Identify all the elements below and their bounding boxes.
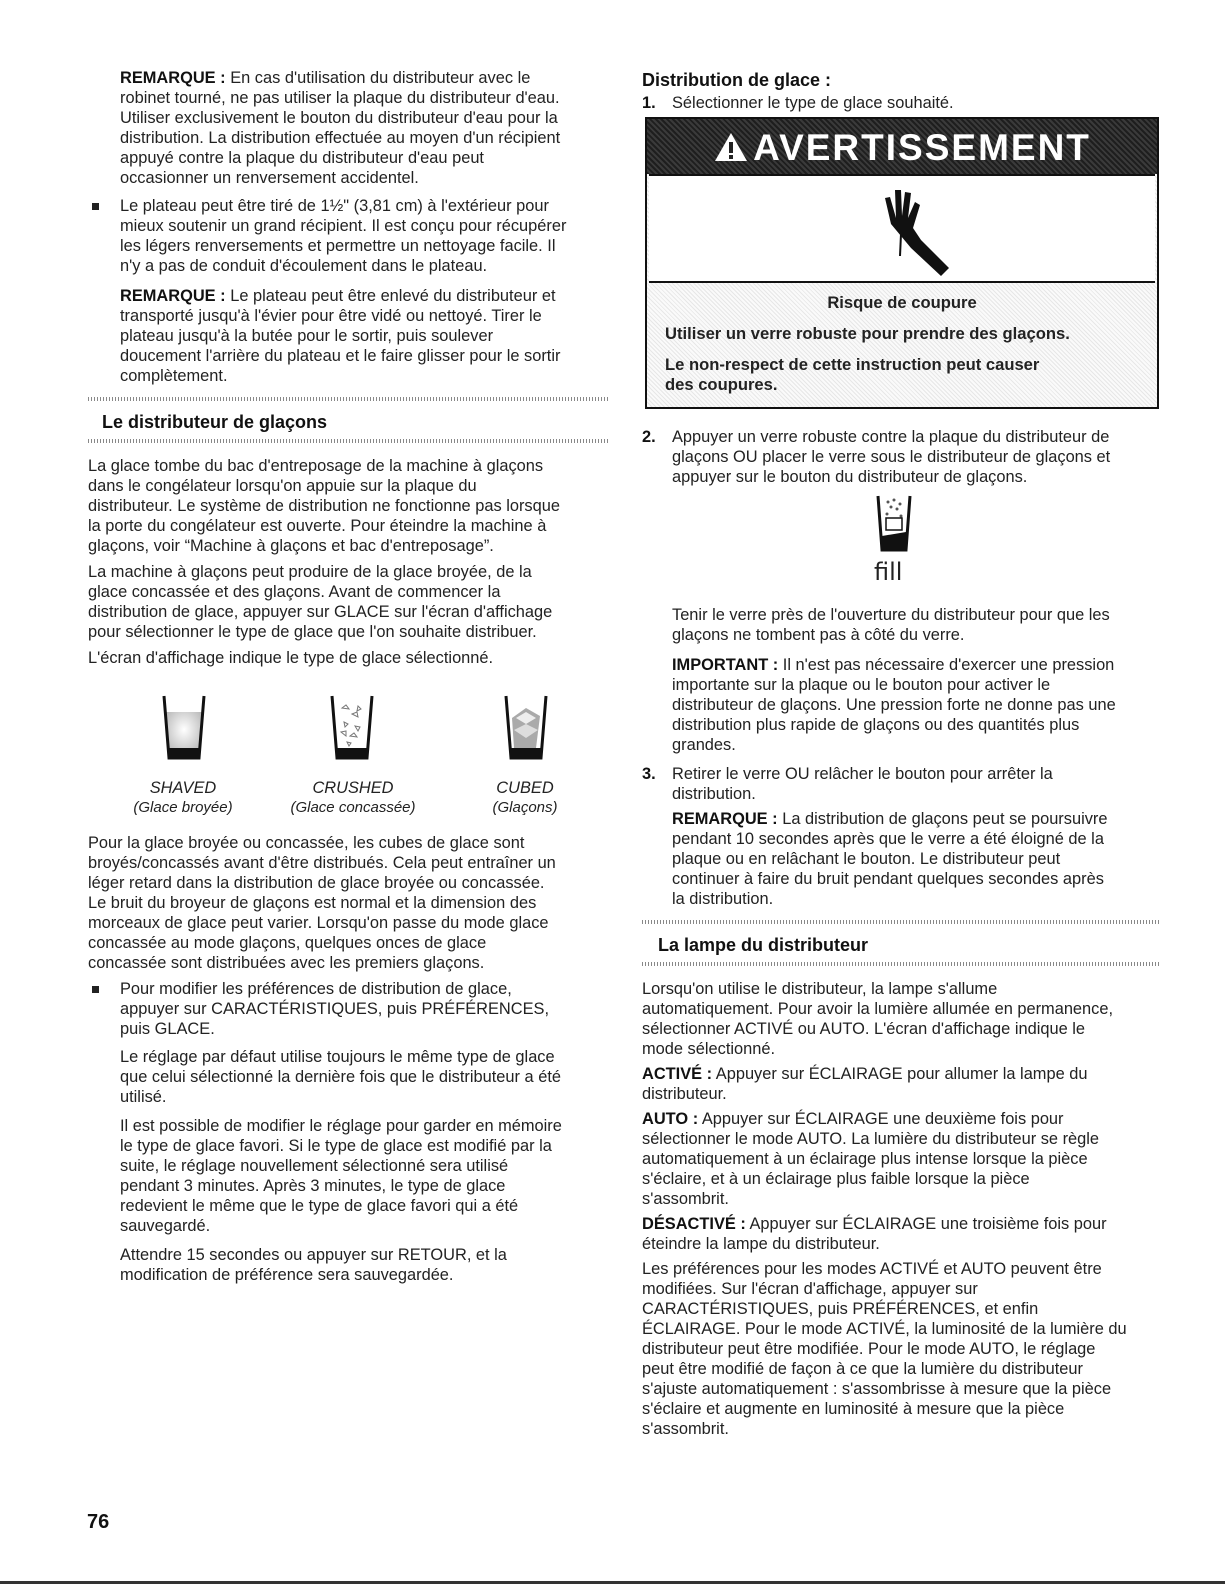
paragraph xyxy=(88,562,552,642)
text-line: glaçons OU placer le verre sous le distributeur de glaçons et xyxy=(672,448,1111,466)
paragraph xyxy=(88,833,556,973)
text-line: glaçons ne tombent pas à côté du verre. xyxy=(672,626,965,644)
text-line: la distribution. xyxy=(672,890,774,908)
text-line: Pour modifier les préférences de distribution de glace, xyxy=(120,980,512,998)
warning-banner-text: AVERTISSEMENT xyxy=(753,127,1091,168)
text-line: La machine à glaçons peut produire de la glace broyée, de la xyxy=(88,563,532,581)
text-line: plateau jusqu'à la butée pour le sortir, puis soulever xyxy=(120,327,494,345)
text-line: distribution de glace, appuyer sur GLACE sur l'écran d'affichage xyxy=(88,603,553,621)
step-number: 2. xyxy=(642,428,656,446)
warning-line xyxy=(665,355,1039,395)
text-line: modification de préférence sera sauvegardée. xyxy=(120,1266,454,1284)
warning-box xyxy=(645,117,1159,409)
bullet-icon xyxy=(92,203,99,210)
step-text: Sélectionner le type de glace souhaité. xyxy=(672,94,954,112)
text-line: Appuyer sur ÉCLAIRAGE pour allumer la lampe du xyxy=(715,1065,1088,1083)
text-line: CARACTÉRISTIQUES, puis PRÉFÉRENCES, et enfin xyxy=(642,1300,1039,1318)
remarque-block-3 xyxy=(672,809,1108,909)
cup-sub: (Glace broyée) xyxy=(133,799,233,816)
section-title: La lampe du distributeur xyxy=(658,935,869,955)
divider xyxy=(642,920,1160,924)
mode-desactive xyxy=(642,1214,1107,1254)
text-line: mode sélectionné. xyxy=(642,1040,776,1058)
step-number: 1. xyxy=(642,94,656,112)
paragraph xyxy=(642,979,1113,1059)
paragraph xyxy=(642,1259,1127,1439)
paragraph xyxy=(120,1116,562,1236)
text-line: Il n'est pas nécessaire d'exercer une pression xyxy=(782,656,1115,674)
step-number: 3. xyxy=(642,765,656,783)
remarque-block-2 xyxy=(120,286,560,386)
text-line: que celui sélectionné la dernière fois que le distributeur a été xyxy=(120,1068,562,1086)
text-line: Les préférences pour les modes ACTIVÉ et AUTO peuvent être xyxy=(642,1260,1102,1278)
important-label: IMPORTANT : xyxy=(672,656,779,674)
cup-name: CRUSHED xyxy=(312,779,394,797)
text-line: morceaux de glace peut varier. Lorsqu'on passe du mode glace xyxy=(88,914,549,932)
text-line: modifiées. Sur l'écran d'affichage, appuyer sur xyxy=(642,1280,978,1298)
warning-image-area xyxy=(649,174,1155,283)
text-line: s'ajuste automatiquement : s'assombrisse à mesure que la pièce xyxy=(642,1380,1112,1398)
text-line: puis GLACE. xyxy=(120,1020,215,1038)
text-line: transporté jusqu'à l'évier pour être vidé ou nettoyé. Tirer le xyxy=(120,307,542,325)
text-line: Tenir le verre près de l'ouverture du distributeur pour que les xyxy=(672,606,1110,624)
cup-sub: (Glaçons) xyxy=(492,799,558,816)
bullet-item xyxy=(120,196,566,276)
text-line: En cas d'utilisation du distributeur avec le xyxy=(230,69,531,87)
bullet-icon xyxy=(92,986,99,993)
fill-cup-icon xyxy=(876,494,912,552)
cut-hand-icon xyxy=(871,184,961,276)
text-line: distributeur de glaçons. Une pression forte ne donne pas une xyxy=(672,696,1116,714)
text-line: appuyer sur le bouton du distributeur de glaçons. xyxy=(672,468,1028,486)
text-line: Lorsqu'on utilise le distributeur, la lampe s'allume xyxy=(642,980,998,998)
text-line: pendant 10 secondes après que le verre a été éloigné de la xyxy=(672,830,1104,848)
text-line: Retirer le verre OU relâcher le bouton pour arrêter la xyxy=(672,765,1053,783)
text-line: robinet tourné, ne pas utiliser la plaque du distributeur d'eau. xyxy=(120,89,560,107)
warning-risk: Risque de coupure xyxy=(827,293,977,312)
text-line: dans le congélateur lorsqu'on appuie sur la plaque du xyxy=(88,477,477,495)
text-line: redevient le même que le type de glace favori qui a été xyxy=(120,1197,519,1215)
text-line: Appuyer sur ÉCLAIRAGE une troisième fois pour xyxy=(749,1215,1107,1233)
remarque-label: REMARQUE : xyxy=(672,810,778,828)
step-text xyxy=(672,427,1110,487)
text-line: s'assombrit. xyxy=(642,1420,729,1438)
text-line: les légers renversements et permettre un nettoyage facile. Il xyxy=(120,237,556,255)
important-block xyxy=(672,655,1116,755)
cup-sub: (Glace concassée) xyxy=(290,799,416,816)
step-text xyxy=(672,764,1053,804)
text-line: ÉCLAIRAGE. Pour le mode ACTIVÉ, la luminosité de la lumière du xyxy=(642,1320,1127,1338)
bullet-item xyxy=(120,979,549,1039)
page-number: 76 xyxy=(87,1511,110,1533)
divider xyxy=(88,397,608,401)
text-line: Le plateau peut être tiré de 1½" (3,81 cm) à l'extérieur pour xyxy=(120,197,549,215)
cup-name: SHAVED xyxy=(149,779,217,797)
remarque-block-1 xyxy=(120,68,560,188)
text-line: peut être modifié de façon à ce que la lumière du distributeur xyxy=(642,1360,1083,1378)
bottom-rule xyxy=(0,1581,1225,1584)
crushed-ice-cup-icon xyxy=(330,694,374,760)
shaved-ice-cup-icon xyxy=(162,694,206,760)
text-line: complètement. xyxy=(120,367,228,385)
text-line: distributeur. xyxy=(642,1085,727,1103)
text-line: Utiliser exclusivement le bouton du distributeur d'eau pour la xyxy=(120,109,558,127)
text-line: le type de glace favori. Si le type de glace est modifié par la xyxy=(120,1137,552,1155)
cup-label-shaved xyxy=(108,778,258,818)
text-line: Pour la glace broyée ou concassée, les cubes de glace sont xyxy=(88,834,525,852)
paragraph: L'écran d'affichage indique le type de glace sélectionné. xyxy=(88,649,494,667)
warning-line-part: Le non-respect de cette instruction peut causer xyxy=(665,355,1040,374)
warning-triangle-icon xyxy=(713,131,749,163)
text-line: la porte du congélateur est ouverte. Pour éteindre la machine à xyxy=(88,517,547,535)
text-line: distributeur peut être modifiée. Pour le mode AUTO, le réglage xyxy=(642,1340,1096,1358)
text-line: Appuyer un verre robuste contre la plaque du distributeur de xyxy=(672,428,1110,446)
cup-name: CUBED xyxy=(496,779,554,797)
text-line: distribution. xyxy=(672,785,756,803)
warning-line-part: des coupures. xyxy=(665,375,778,394)
text-line: Attendre 15 secondes ou appuyer sur RETOUR, et la xyxy=(120,1246,507,1264)
text-line: s'éclaire et augmente en luminosité à mesure que la pièce xyxy=(642,1400,1065,1418)
paragraph xyxy=(672,605,1110,645)
mode-label: ACTIVÉ : xyxy=(642,1065,713,1083)
cup-label-crushed xyxy=(268,778,438,818)
text-line: La distribution de glaçons peut se poursuivre xyxy=(782,810,1108,828)
cup-label-cubed xyxy=(460,778,590,818)
text-line: continuer à faire du bruit pendant quelques secondes après xyxy=(672,870,1104,888)
text-line: automatiquement à un éclairage plus intense lorsque la pièce xyxy=(642,1150,1088,1168)
text-line: glaçons, voir “Machine à glaçons et bac d'entreposage”. xyxy=(88,537,494,555)
text-line: sauvegardé. xyxy=(120,1217,211,1235)
text-line: sélectionner ACTIVÉ ou AUTO. L'écran d'affichage indique le xyxy=(642,1020,1086,1038)
text-line: appuyé contre la plaque du distributeur d'eau peut xyxy=(120,149,484,167)
section-title: Le distributeur de glaçons xyxy=(102,412,328,432)
text-line: suite, le réglage nouvellement sélectionné sera utilisé xyxy=(120,1157,509,1175)
text-line: n'y a pas de conduit d'écoulement dans le plateau. xyxy=(120,257,488,275)
text-line: importante sur la plaque ou le bouton pour activer le xyxy=(672,676,1051,694)
text-line: broyés/concassés avant d'être distribués. Cela peut entraîner un xyxy=(88,854,556,872)
text-line: utilisé. xyxy=(120,1088,167,1106)
text-line: léger retard dans la distribution de glace broyée ou concassée. xyxy=(88,874,545,892)
divider xyxy=(88,439,608,443)
text-line: s'assombrit. xyxy=(642,1190,729,1208)
text-line: glace concassée et des glaçons. Avant de commencer la xyxy=(88,583,501,601)
text-line: pendant 3 minutes. Après 3 minutes, le type de glace xyxy=(120,1177,506,1195)
text-line: automatiquement. Pour avoir la lumière allumée en permanence, xyxy=(642,1000,1114,1018)
text-line: Appuyer sur ÉCLAIRAGE une deuxième fois pour xyxy=(701,1110,1064,1128)
mode-auto xyxy=(642,1109,1099,1209)
paragraph xyxy=(120,1245,507,1285)
text-line: mieux soutenir un grand récipient. Il est conçu pour récupérer xyxy=(120,217,567,235)
paragraph xyxy=(88,456,560,556)
text-line: Le réglage par défaut utilise toujours le même type de glace xyxy=(120,1048,555,1066)
paragraph xyxy=(120,1047,561,1107)
mode-active xyxy=(642,1064,1087,1104)
remarque-label: REMARQUE : xyxy=(120,69,226,87)
text-line: pour sélectionner le type de glace que l'on souhaite distribuer. xyxy=(88,623,537,641)
step-heading: Distribution de glace : xyxy=(642,70,832,90)
text-line: s'éclaire, et à un éclairage plus faible lorsque la pièce xyxy=(642,1170,1030,1188)
text-line: occasionner un renversement accidentel. xyxy=(120,169,419,187)
text-line: La glace tombe du bac d'entreposage de la machine à glaçons xyxy=(88,457,544,475)
mode-label: DÉSACTIVÉ : xyxy=(642,1215,746,1233)
text-line: distributeur. Le système de distribution ne fonctionne pas lorsque xyxy=(88,497,560,515)
text-line: Il est possible de modifier le réglage pour garder en mémoire xyxy=(120,1117,562,1135)
warning-banner xyxy=(647,119,1157,174)
text-line: distribution. La distribution effectuée au moyen d'un récipient xyxy=(120,129,561,147)
text-line: concassée au mode glaçons, quelques onces de glace xyxy=(88,934,487,952)
text-line: distribution plus rapide de glaçons ou des quantités plus xyxy=(672,716,1080,734)
text-line: sélectionner le mode AUTO. La lumière du distributeur se règle xyxy=(642,1130,1100,1148)
text-line: Le bruit du broyeur de glaçons est normal et la dimension des xyxy=(88,894,537,912)
mode-label: AUTO : xyxy=(642,1110,699,1128)
text-line: grandes. xyxy=(672,736,736,754)
text-line: concassée sont distribuées avec les premiers glaçons. xyxy=(88,954,485,972)
text-line: appuyer sur CARACTÉRISTIQUES, puis PRÉFÉRENCES, xyxy=(120,1000,550,1018)
text-line: Le plateau peut être enlevé du distributeur et xyxy=(230,287,556,305)
fill-label: fill xyxy=(874,558,903,586)
warning-line: Utiliser un verre robuste pour prendre des glaçons. xyxy=(665,324,1070,343)
remarque-label: REMARQUE : xyxy=(120,287,226,305)
text-line: plaque ou en relâchant le bouton. Le distributeur peut xyxy=(672,850,1061,868)
text-line: éteindre la lampe du distributeur. xyxy=(642,1235,880,1253)
divider xyxy=(642,962,1160,966)
cubed-ice-cup-icon xyxy=(504,694,548,760)
text-line: doucement l'arrière du plateau et le faire glisser pour le sortir xyxy=(120,347,561,365)
